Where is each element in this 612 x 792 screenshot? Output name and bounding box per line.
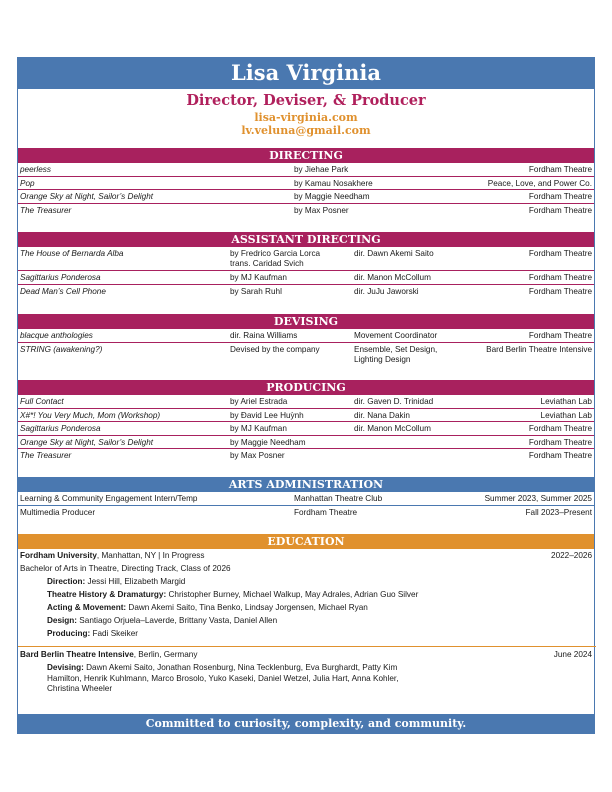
directing-list [18,163,594,217]
resume-page [17,57,595,734]
coursework-text: Santiago Orjuela–Laverde, Brittany Vasta, Daniel Allen [77,616,278,625]
producing-list [18,395,594,463]
section-heading-education: EDUCATION [18,534,594,549]
coursework-line [20,577,594,590]
dates: Fall 2023–Present [525,507,592,517]
venue: Fordham Theatre [528,165,592,174]
playwright: by Sarah Ruhl [230,286,282,296]
production-title: Pop [20,178,35,188]
list-item [18,177,594,191]
school-name: Fordham University [20,551,97,560]
production-title: STRING (awakening?) [20,344,103,354]
playwright: by Maggie Needham [294,192,370,201]
education-entry-fordham [20,551,594,564]
coursework-text: Fadi Skeiker [90,629,138,638]
playwright: by Max Posner [294,205,349,215]
venue: Fordham Theatre [528,205,592,215]
list-item [18,395,594,409]
venue: Peace, Love, and Power Co. [487,178,592,188]
list-item [18,506,594,520]
list-item [18,190,594,204]
list-item [18,492,594,506]
list-item [18,409,594,423]
list-item [18,436,594,450]
contact-block [18,111,594,137]
list-item [18,329,594,343]
production-title: The Treasurer [20,205,72,215]
director: dir. Nana Dakin [354,410,410,420]
coursework-line [20,590,594,603]
playwright: by Đavid Lee Huỳnh [230,410,304,420]
divider [18,646,596,647]
assistant-directing-list [18,247,594,298]
coursework-text: Dawn Akemi Saito, Jonathan Rosenburg, Nina Tecklenburg, Eva Burghardt, Patty Kim [83,663,398,672]
coursework-line [20,616,594,629]
dates: June 2024 [553,650,592,659]
venue: Bard Berlin Theatre Intensive [486,344,592,354]
organization: Manhattan Theatre Club [294,494,383,503]
section-heading-assistant-directing: ASSISTANT DIRECTING [18,232,594,247]
venue: Leviathan Lab [540,410,592,420]
list-item [18,204,594,218]
coursework-text-continued: Christina Wheeler [47,684,113,693]
playwright: by Maggie Needham [230,437,306,447]
coursework-text: Dawn Akemi Saito, Tina Benko, Lindsay Jorgensen, Michael Ryan [126,603,368,612]
director: dir. Raina Williams [230,331,298,340]
section-heading-devising: DEVISING [18,314,594,329]
playwright: by Kamau Nosakhere [294,178,373,188]
coursework-line [20,603,594,616]
dates: Summer 2023, Summer 2025 [484,494,592,503]
list-item [18,285,594,299]
coursework-line [20,629,594,642]
venue: Leviathan Lab [540,397,592,406]
director: dir. Manon McCollum [354,273,431,282]
section-heading-producing: PRODUCING [18,380,594,395]
coursework-label: Theatre History & Dramaturgy: [47,590,167,599]
production-title: The House of Bernarda Alba [20,249,124,258]
venue: Fordham Theatre [528,424,592,433]
production-title: Orange Sky at Night, Sailor’s Delight [20,192,154,201]
venue: Fordham Theatre [528,437,592,447]
role: Ensemble, Set Design, [354,344,438,354]
tagline: Committed to curiosity, complexity, and community. [145,717,467,730]
playwright: by MJ Kaufman [230,424,287,433]
coursework-text: Jessi Hill, Elizabeth Margid [85,577,186,586]
degree: Bachelor of Arts in Theatre, Directing Track, Class of 2026 [20,564,231,573]
subtitle: Director, Deviser, & Producer [186,92,426,109]
job-title: Learning & Community Engagement Intern/Temp [20,494,198,503]
venue: Fordham Theatre [528,273,592,282]
production-title: Sagittarius Ponderosa [20,273,101,282]
coursework-text-continued: Hamilton, Henrik Kuhlmann, Marco Brosolo, Yuko Kaseki, Daniel Wetzel, Julia Hart, Anna Kohler, [47,673,399,683]
list-item [18,343,594,367]
name-heading: Lisa Virginia [231,60,381,85]
coursework-label: Design: [47,616,78,625]
production-title: The Treasurer [20,451,72,460]
coursework-label: Producing: [47,629,91,638]
devising-list [18,329,594,367]
director: dir. Dawn Akemi Saito [354,249,434,258]
production-title: blacque anthologies [20,331,93,340]
coursework-label: Acting & Movement: [47,603,127,612]
coursework-text: Christopher Burney, Michael Walkup, May Adrales, Adrian Guo Silver [166,590,419,599]
dates: 2022–2026 [551,551,592,560]
education-list [18,551,594,695]
creator: Devised by the company [230,344,320,354]
tagline-banner [18,714,594,733]
list-item [18,163,594,177]
school-name: Bard Berlin Theatre Intensive [20,650,134,659]
section-heading-directing: DIRECTING [18,148,594,163]
venue: Fordham Theatre [528,249,592,258]
director: dir. Gaven D. Trinidad [354,397,434,406]
venue: Fordham Theatre [528,331,592,340]
list-item [18,247,594,271]
list-item [18,422,594,436]
coursework-label: Direction: [47,577,86,586]
playwright: by Fredrico Garcia Lorca [230,249,321,258]
playwright: by Max Posner [230,451,285,460]
production-title: Dead Man’s Cell Phone [20,286,106,296]
job-title: Multimedia Producer [20,507,96,517]
director: dir. JuJu Jaworski [354,286,419,296]
production-title: peerless [20,165,51,174]
playwright: by Jiehae Park [294,165,349,174]
list-item [18,271,594,285]
playwright: by Ariel Estrada [230,397,288,406]
list-item [18,449,594,463]
role-continued: Lighting Design [354,354,411,364]
name-banner [18,57,594,89]
school-location: , Manhattan, NY | In Progress [96,551,205,560]
translator: trans. Caridad Svich [230,259,304,268]
email-link[interactable]: lv.veluna@gmail.com [241,124,371,137]
production-title: Full Contact [20,397,64,406]
role: Movement Coordinator [354,331,438,340]
website-link[interactable]: lisa-virginia.com [254,111,358,124]
school-location: , Berlin, Germany [133,650,198,659]
production-title: Sagittarius Ponderosa [20,424,101,433]
section-heading-arts-administration: ARTS ADMINISTRATION [18,477,594,492]
production-title: Orange Sky at Night, Sailor’s Delight [20,437,154,447]
coursework-block [20,663,594,695]
venue: Fordham Theatre [528,451,592,460]
venue: Fordham Theatre [528,286,592,296]
organization: Fordham Theatre [294,507,358,517]
playwright: by MJ Kaufman [230,273,287,282]
venue: Fordham Theatre [528,192,592,201]
production-title: X#*! You Very Much, Mom (Workshop) [20,410,161,420]
arts-admin-list [18,492,594,519]
education-entry-bard [20,650,594,663]
coursework-label: Devising: [47,663,84,672]
director: dir. Manon McCollum [354,424,431,433]
